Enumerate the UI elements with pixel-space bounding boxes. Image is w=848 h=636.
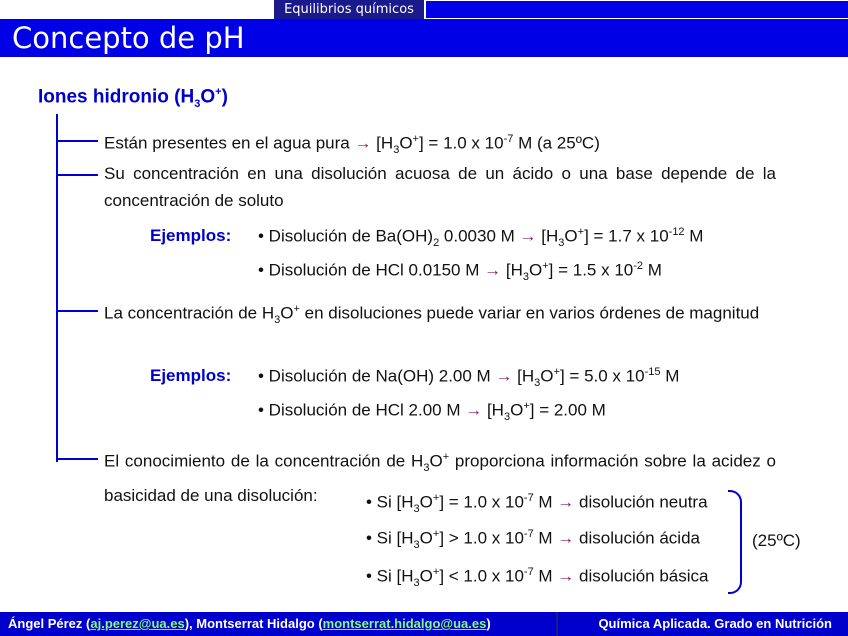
top-left-blank [0, 0, 274, 19]
case-sup: + [432, 492, 440, 504]
case-text: • Si [H [366, 492, 414, 512]
heading-text3: ) [221, 86, 228, 108]
ex-sup: + [542, 260, 549, 272]
ex-text: 0.0030 M [439, 226, 520, 246]
author-3: ) [486, 616, 491, 631]
item1-sub: 3 [393, 144, 400, 157]
item3-text-c: en disoluciones puede variar en varios órdenes de magnitud [299, 303, 760, 323]
ex-text: • Disolución de Ba(OH) [258, 226, 434, 246]
ex-text: [H [512, 366, 535, 386]
tree-branch-1 [56, 140, 98, 142]
case-text: M [533, 566, 558, 586]
ex-text: O [564, 226, 578, 246]
ex-text: • Disolución de HCl 0.0150 M [258, 260, 485, 280]
case-text: • Si [H [366, 528, 414, 548]
bullet-item-1 [104, 126, 776, 164]
case-sup: + [432, 528, 440, 540]
case-text: O [419, 492, 433, 512]
ex-exp: -2 [633, 260, 644, 272]
item3-sup: + [293, 303, 300, 315]
case-exp: -7 [523, 566, 534, 578]
ex-exp: -15 [644, 366, 661, 378]
ex-sup: + [523, 400, 530, 412]
case-text: disolución ácida [574, 528, 700, 548]
ex-text: ] = 5.0 x 10 [559, 366, 645, 386]
arrow-icon: → [495, 366, 513, 386]
item3-text: La concentración de H [104, 303, 275, 323]
top-right-bar [426, 1, 848, 18]
item1-text-e: M (a 25ºC) [513, 133, 600, 153]
example-1-2 [258, 260, 662, 283]
tree-branch-3 [56, 310, 98, 312]
heading-text: Iones hidronio (H [38, 86, 195, 108]
footer-divider [556, 612, 558, 636]
item3-text-b: O [280, 303, 294, 323]
email-link-1[interactable]: aj.perez@ua.es [90, 616, 185, 631]
ex-text: O [510, 400, 524, 420]
ex-sub: 3 [522, 271, 529, 284]
heading-sup: + [215, 86, 222, 98]
footer-authors [8, 616, 491, 631]
email-link-2[interactable]: montserrat.hidalgo@ua.es [322, 616, 487, 631]
author-1: Ángel Pérez ( [8, 616, 91, 631]
arrow-icon: → [484, 260, 502, 280]
case-text: ] < 1.0 x 10 [439, 566, 524, 586]
section-label: Equilibrios químicos [274, 0, 424, 19]
item4-sub: 3 [423, 462, 430, 475]
heading-sub: 3 [194, 98, 201, 111]
section-heading [38, 86, 228, 110]
case-neutral [366, 492, 708, 515]
item3-sub: 3 [274, 314, 281, 327]
ex-text: [H [501, 260, 523, 280]
tree-branch-4 [56, 458, 98, 460]
ex-text: M [643, 260, 662, 280]
item4-text-c: proporciona información sobre la acidez o basicidad de una disolución: [104, 451, 777, 506]
case-text: O [419, 528, 433, 548]
case-text: O [419, 566, 433, 586]
tree-line [56, 114, 58, 462]
heading-text2: O [200, 86, 216, 108]
ex-text: • Disolución de Na(OH) 2.00 M [258, 366, 496, 386]
ex-sub: 3 [534, 377, 541, 390]
footer-course: Química Aplicada. Grado en Nutrición [598, 616, 832, 631]
item1-text-b: [H [371, 133, 394, 153]
arrow-icon: → [465, 400, 483, 420]
case-text: • Si [H [366, 566, 414, 586]
ex-text: ] = 2.00 M [529, 400, 606, 420]
bullet-item-3 [104, 296, 776, 334]
ex-sup: + [553, 366, 560, 378]
bullet-item-2: Su concentración en una disolución acuosa de un ácido o una base depende de la concentración de soluto [104, 164, 776, 210]
ex-text: • Disolución de HCl 2.00 M [258, 400, 466, 420]
tree-branch-2 [56, 174, 98, 176]
ex-sub: 3 [503, 411, 511, 424]
item4-text-b: O [429, 451, 443, 471]
arrow-icon: → [557, 528, 575, 548]
arrow-icon: → [557, 492, 575, 512]
footer [0, 612, 848, 636]
case-exp: -7 [523, 492, 534, 504]
right-brace [728, 490, 742, 594]
case-text: M [533, 528, 558, 548]
case-text: disolución neutra [574, 492, 708, 512]
example-2-2 [258, 400, 606, 423]
case-sub: 3 [413, 539, 420, 552]
item1-text: Están presentes en el agua pura [104, 133, 355, 153]
temperature-note: (25ºC) [752, 531, 801, 550]
ex-sub: 2 [433, 237, 440, 250]
case-sub: 3 [413, 503, 420, 516]
item4-text: El conocimiento de la concentración de H [104, 451, 424, 471]
item1-text-d: ] = 1.0 x 10 [418, 133, 504, 153]
case-basic [366, 566, 709, 589]
item1-sup: + [412, 133, 419, 145]
ex-exp: -12 [668, 226, 685, 238]
case-sub: 3 [413, 577, 420, 590]
case-text: ] = 1.0 x 10 [439, 492, 524, 512]
ex-text: ] = 1.5 x 10 [548, 260, 634, 280]
arrow-icon: → [354, 133, 372, 153]
item4-sup: + [442, 451, 450, 463]
ex-text: M [684, 226, 704, 246]
case-text: disolución básica [574, 566, 709, 586]
example-1-1 [258, 226, 703, 249]
ex-text: ] = 1.7 x 10 [584, 226, 669, 246]
arrow-icon: → [557, 566, 575, 586]
ex-text: [H [536, 226, 559, 246]
example-2-1 [258, 366, 679, 389]
case-exp: -7 [523, 528, 534, 540]
examples-label-2: Ejemplos: [150, 366, 232, 385]
author-2: ), Montserrat Hidalgo ( [184, 616, 323, 631]
case-text: ] > 1.0 x 10 [439, 528, 524, 548]
case-acid [366, 528, 700, 551]
ex-sup: + [577, 226, 585, 238]
item1-text-c: O [399, 133, 413, 153]
ex-text: O [528, 260, 543, 280]
examples-label-1: Ejemplos: [150, 226, 232, 245]
slide-title: Concepto de pH [12, 21, 245, 55]
ex-sub: 3 [558, 237, 565, 250]
arrow-icon: → [519, 226, 537, 246]
case-text: M [533, 492, 558, 512]
ex-text: M [660, 366, 680, 386]
case-sup: + [432, 566, 440, 578]
ex-text: [H [482, 400, 504, 420]
item1-exp: -7 [503, 133, 514, 145]
ex-text: O [540, 366, 554, 386]
